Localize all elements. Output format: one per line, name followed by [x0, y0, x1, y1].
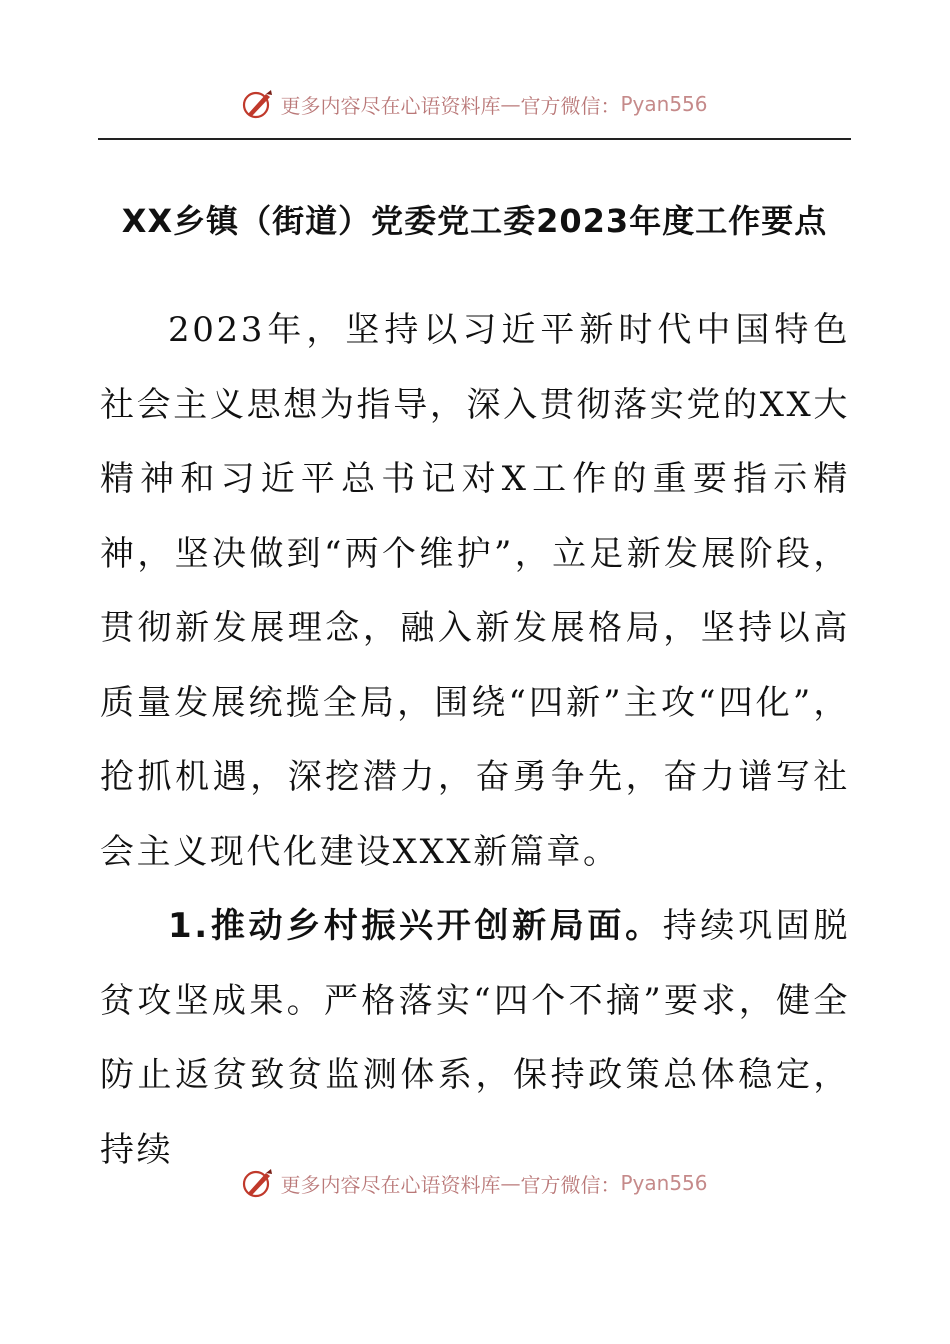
document-body — [100, 293, 850, 1187]
header-watermark-banner — [0, 82, 950, 126]
body-paragraph-section-1 — [100, 889, 850, 1187]
banner-contact-id: Pyan556 — [620, 1171, 708, 1195]
banner-separator: — — [500, 92, 521, 116]
banner-contact-id: Pyan556 — [620, 92, 708, 116]
paragraph-text: 持续巩固脱贫攻坚成果。严格落实“四个不摘”要求，健全防止返贫致贫监测体系，保持政策总体稳定，持续 — [100, 906, 850, 1170]
banner-contact-label: 官方微信： — [520, 1172, 621, 1197]
paragraph-text: 2023年，坚持以习近平新时代中国特色社会主义思想为指导，深入贯彻落实党的XX大精神和习近平总书记对X工作的重要指示精神，坚决做到“两个维护”，立足新发展阶段，贯彻新发展理念，融入新发展格局，坚持以高质量发展统揽全局，围绕“四新”主攻“四化”，抢抓机遇，深挖潜力，奋勇争先，奋力谱写社会主义现代化建设XXX新篇章。 — [100, 310, 850, 872]
section-heading: 1.推动乡村振兴开创新局面。 — [168, 906, 663, 946]
banner-separator: — — [500, 1171, 521, 1195]
footer-watermark-banner — [0, 1161, 950, 1205]
body-paragraph-intro — [100, 293, 850, 889]
banner-text: 更多内容尽在心语资料库 — [280, 93, 501, 118]
pen-logo-icon — [242, 88, 274, 120]
pen-logo-icon — [242, 1167, 274, 1199]
document-title: XX乡镇（街道）党委党工委2023年度工作要点 — [121, 202, 828, 240]
banner-contact-label: 官方微信： — [520, 93, 621, 118]
banner-text: 更多内容尽在心语资料库 — [280, 1172, 501, 1197]
header-divider — [98, 138, 851, 140]
